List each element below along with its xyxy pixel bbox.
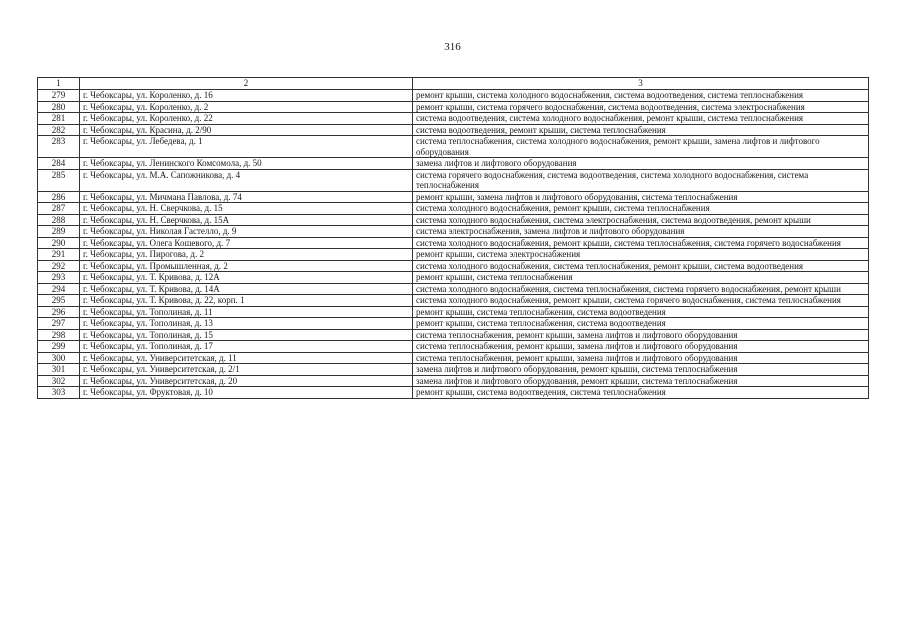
table-row [38, 203, 869, 215]
row-number: 286 [38, 191, 80, 203]
row-works: ремонт крыши, система водоотведения, система теплоснабжения [413, 387, 869, 399]
row-address: г. Чебоксары, ул. Лебедева, д. 1 [80, 136, 413, 158]
table-row [38, 318, 869, 330]
row-number: 282 [38, 124, 80, 136]
table-row [38, 169, 869, 191]
column-header-works: 3 [413, 78, 869, 90]
row-works: система теплоснабжения, ремонт крыши, замена лифтов и лифтового оборудования [413, 341, 869, 353]
row-number: 285 [38, 169, 80, 191]
row-address: г. Чебоксары, ул. Короленко, д. 2 [80, 101, 413, 113]
table-row [38, 306, 869, 318]
row-address: г. Чебоксары, ул. Мичмана Павлова, д. 74 [80, 191, 413, 203]
table-header-row [38, 78, 869, 90]
table-row [38, 124, 869, 136]
row-number: 294 [38, 283, 80, 295]
row-works: система водоотведения, ремонт крыши, система теплоснабжения [413, 124, 869, 136]
row-number: 281 [38, 113, 80, 125]
row-works: система водоотведения, система холодного водоснабжения, ремонт крыши, система теплоснабжения [413, 113, 869, 125]
table-row [38, 341, 869, 353]
row-works: ремонт крыши, система электроснабжения [413, 249, 869, 261]
row-address: г. Чебоксары, ул. Университетская, д. 2/1 [80, 364, 413, 376]
row-works: ремонт крыши, система теплоснабжения, система водоотведения [413, 306, 869, 318]
row-works: система холодного водоснабжения, система теплоснабжения, ремонт крыши, система водоотведения [413, 260, 869, 272]
column-header-address: 2 [80, 78, 413, 90]
row-address: г. Чебоксары, ул. Короленко, д. 22 [80, 113, 413, 125]
housing-works-table [37, 77, 869, 399]
row-number: 283 [38, 136, 80, 158]
table-row [38, 90, 869, 102]
row-address: г. Чебоксары, ул. Тополиная, д. 15 [80, 329, 413, 341]
row-number: 288 [38, 214, 80, 226]
row-works: система холодного водоснабжения, система электроснабжения, система водоотведения, ремонт крыши [413, 214, 869, 226]
table-row [38, 136, 869, 158]
table-row [38, 214, 869, 226]
row-address: г. Чебоксары, ул. Пирогова, д. 2 [80, 249, 413, 261]
row-address: г. Чебоксары, ул. Промышленная, д. 2 [80, 260, 413, 272]
table-row [38, 158, 869, 170]
row-address: г. Чебоксары, ул. Т. Кривова, д. 22, корп. 1 [80, 295, 413, 307]
row-works: ремонт крыши, система горячего водоснабжения, система водоотведения, система электроснабжения [413, 101, 869, 113]
row-address: г. Чебоксары, ул. Олега Кошевого, д. 7 [80, 237, 413, 249]
row-number: 300 [38, 352, 80, 364]
table-row [38, 226, 869, 238]
table-body [38, 90, 869, 399]
row-address: г. Чебоксары, ул. Университетская, д. 11 [80, 352, 413, 364]
table-row [38, 101, 869, 113]
row-works: система холодного водоснабжения, ремонт крыши, система горячего водоснабжения, система теплоснабжения [413, 295, 869, 307]
row-number: 295 [38, 295, 80, 307]
row-number: 292 [38, 260, 80, 272]
row-number: 293 [38, 272, 80, 284]
table-row [38, 260, 869, 272]
row-number: 289 [38, 226, 80, 238]
row-address: г. Чебоксары, ул. Тополиная, д. 17 [80, 341, 413, 353]
row-number: 303 [38, 387, 80, 399]
row-works: система теплоснабжения, система холодного водоснабжения, ремонт крыши, замена лифтов и лифтового оборудования [413, 136, 869, 158]
row-number: 279 [38, 90, 80, 102]
row-address: г. Чебоксары, ул. Университетская, д. 20 [80, 375, 413, 387]
table-row [38, 283, 869, 295]
row-number: 287 [38, 203, 80, 215]
row-works: система холодного водоснабжения, ремонт крыши, система теплоснабжения, система горячего водоснабжения [413, 237, 869, 249]
row-works: ремонт крыши, система холодного водоснабжения, система водоотведения, система теплоснабжения [413, 90, 869, 102]
row-number: 291 [38, 249, 80, 261]
row-address: г. Чебоксары, ул. Н. Сверчкова, д. 15 [80, 203, 413, 215]
row-number: 302 [38, 375, 80, 387]
row-works: система теплоснабжения, ремонт крыши, замена лифтов и лифтового оборудования [413, 352, 869, 364]
row-address: г. Чебоксары, ул. Короленко, д. 16 [80, 90, 413, 102]
table-row [38, 329, 869, 341]
table-row [38, 352, 869, 364]
row-number: 284 [38, 158, 80, 170]
row-address: г. Чебоксары, ул. Т. Кривова, д. 14А [80, 283, 413, 295]
row-works: ремонт крыши, система теплоснабжения, система водоотведения [413, 318, 869, 330]
row-works: система холодного водоснабжения, ремонт крыши, система теплоснабжения [413, 203, 869, 215]
table-row [38, 295, 869, 307]
column-header-number: 1 [38, 78, 80, 90]
row-works: система теплоснабжения, ремонт крыши, замена лифтов и лифтового оборудования [413, 329, 869, 341]
row-number: 296 [38, 306, 80, 318]
row-address: г. Чебоксары, ул. Ленинского Комсомола, д. 50 [80, 158, 413, 170]
row-works: система электроснабжения, замена лифтов и лифтового оборудования [413, 226, 869, 238]
row-address: г. Чебоксары, ул. Фруктовая, д. 10 [80, 387, 413, 399]
row-works: ремонт крыши, замена лифтов и лифтового оборудования, система теплоснабжения [413, 191, 869, 203]
row-works: замена лифтов и лифтового оборудования, ремонт крыши, система теплоснабжения [413, 364, 869, 376]
table-row [38, 272, 869, 284]
row-address: г. Чебоксары, ул. Тополиная, д. 11 [80, 306, 413, 318]
table-row [38, 237, 869, 249]
row-address: г. Чебоксары, ул. М.А. Сапожникова, д. 4 [80, 169, 413, 191]
row-address: г. Чебоксары, ул. Н. Сверчкова, д. 15А [80, 214, 413, 226]
row-number: 280 [38, 101, 80, 113]
row-works: система горячего водоснабжения, система водоотведения, система холодного водоснабжения, система теплоснабжения [413, 169, 869, 191]
row-works: замена лифтов и лифтового оборудования, ремонт крыши, система теплоснабжения [413, 375, 869, 387]
row-works: замена лифтов и лифтового оборудования [413, 158, 869, 170]
row-number: 297 [38, 318, 80, 330]
row-works: система холодного водоснабжения, система теплоснабжения, система горячего водоснабжения, ремонт крыши [413, 283, 869, 295]
row-works: ремонт крыши, система теплоснабжения [413, 272, 869, 284]
row-number: 298 [38, 329, 80, 341]
table-row [38, 249, 869, 261]
table-row [38, 191, 869, 203]
row-number: 299 [38, 341, 80, 353]
table-row [38, 375, 869, 387]
page-number: 316 [444, 41, 461, 53]
row-address: г. Чебоксары, ул. Красина, д. 2/90 [80, 124, 413, 136]
table-row [38, 387, 869, 399]
row-address: г. Чебоксары, ул. Николая Гастелло, д. 9 [80, 226, 413, 238]
row-number: 301 [38, 364, 80, 376]
row-number: 290 [38, 237, 80, 249]
table-row [38, 113, 869, 125]
table-row [38, 364, 869, 376]
row-address: г. Чебоксары, ул. Т. Кривова, д. 12А [80, 272, 413, 284]
row-address: г. Чебоксары, ул. Тополиная, д. 13 [80, 318, 413, 330]
